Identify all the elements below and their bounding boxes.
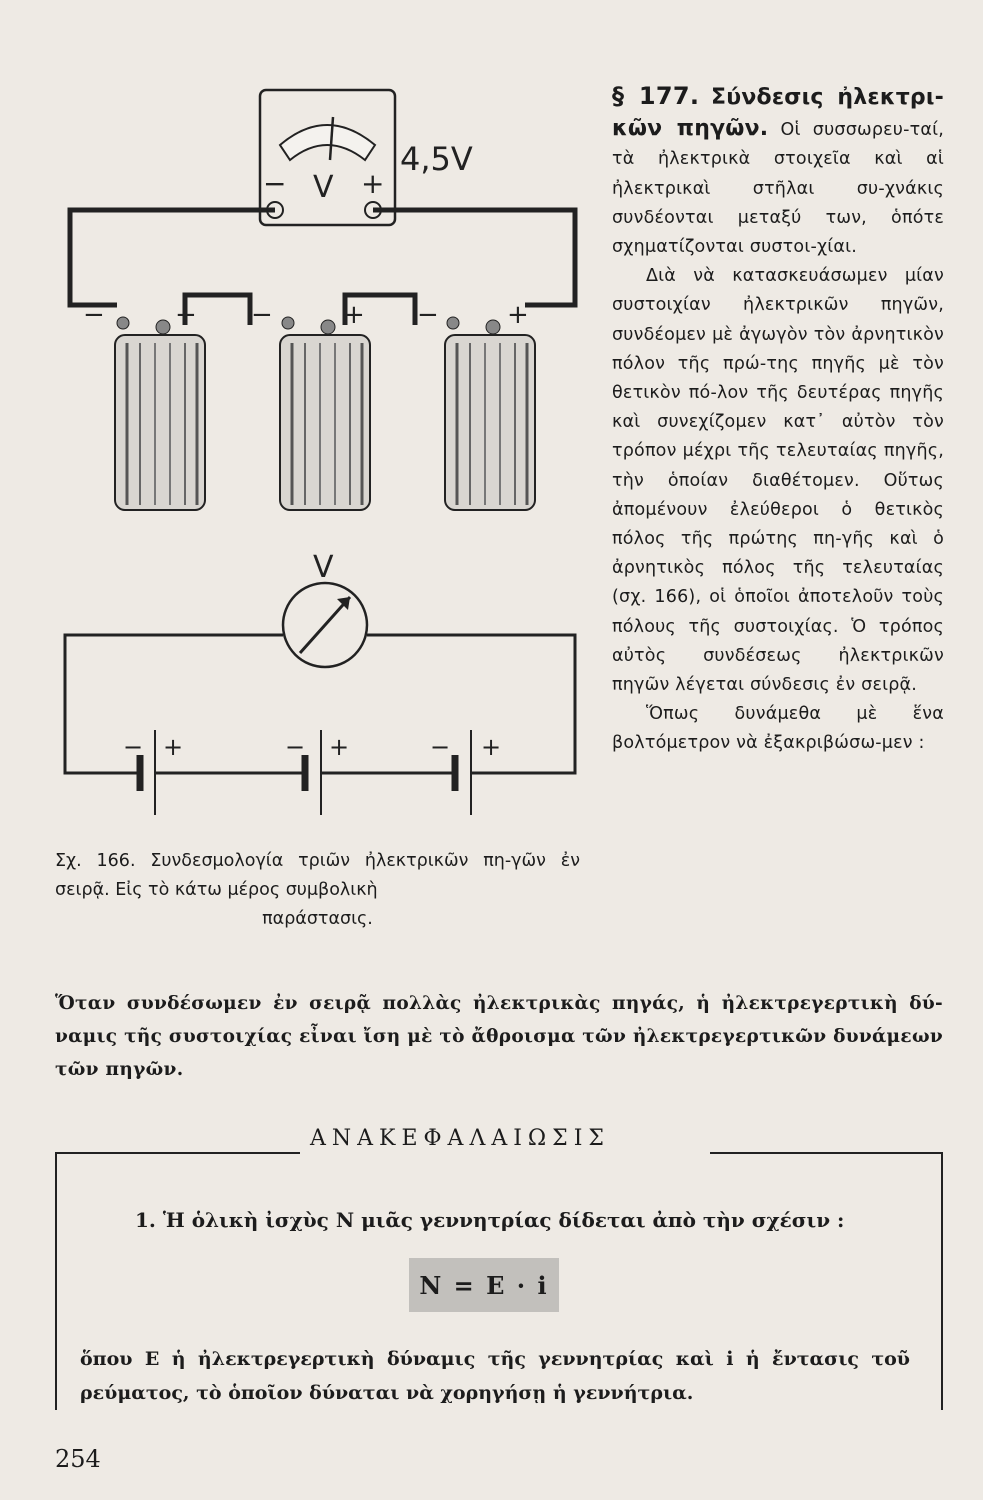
voltmeter-scale <box>280 125 375 160</box>
cell2-minus: − <box>251 300 273 330</box>
svg-text:+: + <box>329 733 350 761</box>
battery-1 <box>115 317 205 510</box>
cell2-plus: + <box>343 300 365 330</box>
section-title-part-2: κῶν πηγῶν. <box>612 116 769 142</box>
summary-item-1: 1. Ἡ ὁλικὴ ἰσχὺς N μιᾶς γεννητρίας δίδεται ἀπὸ τὴν σχέσιν : <box>135 1208 845 1232</box>
caption-last-line: παράστασις. <box>262 909 373 929</box>
section-177-paragraph-2: Διὰ νὰ κατασκευάσωμεν μίαν συστοιχίαν ἠλεκτρικῶν πηγῶν, συνδέομεν μὲ ἀγωγὸν τὸν ἀρνητικὸν πόλον τῆς πρώ-της πηγῆς μὲ τὸν θετικὸν πό-λον τῆς δευτέρας πηγῆς καὶ συνεχίζομεν κατ᾽ αὐτὸν τὸν τρόπον μέχρι τῆς τελευταίας πηγῆς, τὴν ὁποίαν διαθέτομεν. Οὕτως ἀπομένουν ἐλεύθεροι ὁ θετικὸς πόλος τῆς πρώτης πη-γῆς καὶ ὁ ἀρνητικὸς πόλος τῆς τελευταίας (σχ. 166), οἱ ὁποῖοι ἀποτελοῦν τοὺς πόλους τῆς συστοιχίας. Ὁ τρόπος αὐτὸς συνδέσεως ἠλεκτρικῶν πηγῶν λέγεται σύνδεσις ἐν σειρᾷ. <box>612 266 944 696</box>
section-number: § 177. <box>612 82 700 110</box>
svg-text:+: + <box>163 733 184 761</box>
symbolic-cell-3 <box>405 730 525 815</box>
section-177-paragraph-1 <box>612 82 944 262</box>
summary-title: ΑΝΑΚΕΦΑΛΑΙΩΣΙΣ <box>310 1126 610 1151</box>
page-number: 254 <box>55 1445 101 1473</box>
cell1-minus: − <box>83 300 105 330</box>
voltmeter-needle <box>330 117 333 160</box>
symbolic-cell-2 <box>245 730 385 815</box>
voltmeter-minus: − <box>263 167 287 200</box>
caption-text: Σχ. 166. Συνδεσμολογία τριῶν ἠλεκτρικῶν πη-γῶν ἐν σειρᾷ. Εἰς τὸ κάτω μέρος συμβολικὴ <box>55 851 580 900</box>
formula-description: ὅπου E ἡ ἠλεκτρεγερτικὴ δύναμις τῆς γεννητρίας καὶ i ἡ ἔντασις τοῦ ρεύματος, τὸ ὁποῖον δύναται νὰ χορηγήσῃ ἡ γεννήτρια. <box>80 1348 910 1404</box>
voltmeter-letter: V <box>313 170 334 205</box>
section-177-column <box>612 82 944 759</box>
series-rule-statement: Ὅταν συνδέσωμεν ἐν σειρᾷ πολλὰς ἠλεκτρικὰς πηγάς, ἡ ἠλεκτρεγερτικὴ δύ-ναμις τῆς συστοιχίας εἶναι ἴση μὲ τὸ ἄθροισμα τῶν ἠλεκτρεγερτικῶν δυνάμεων τῶν πηγῶν. <box>55 992 943 1080</box>
figure-166-series-batteries <box>55 85 600 825</box>
cell3-minus: − <box>417 300 439 330</box>
svg-text:+: + <box>481 733 502 761</box>
figure-caption <box>55 847 580 934</box>
paragraph-1-text: Οἱ συσσωρευ-ταί, τὰ ἠλεκτρικὰ στοιχεῖα καὶ αἱ ἠλεκτρικαὶ στῆλαι συ-χνάκις συνδέονται μεταξύ των, ὁπότε σχηματίζονται συστοι-χίαι. <box>612 120 945 258</box>
section-title-part-1: Σύνδεσις ἠλεκτρι- <box>711 85 944 110</box>
svg-text:−: − <box>123 733 144 761</box>
section-177-paragraph-3: Ὅπως δυνάμεθα μὲ ἕνα βολτόμετρον νὰ ἐξακριβώσω-μεν : <box>612 704 944 754</box>
summary-box-left-border <box>55 1152 57 1410</box>
battery-2 <box>280 317 370 510</box>
symbolic-cell-1 <box>115 730 183 815</box>
voltmeter-plus: + <box>361 167 385 200</box>
summary-box-right-border <box>941 1152 943 1410</box>
battery-3 <box>445 317 535 510</box>
svg-text:−: − <box>285 733 306 761</box>
cell3-plus: + <box>507 300 529 330</box>
voltage-label: 4,5V <box>400 140 473 178</box>
power-formula: N = E · i <box>409 1258 559 1312</box>
symbolic-meter-letter: V <box>313 550 334 585</box>
cell1-plus: + <box>175 300 197 330</box>
symbolic-voltmeter-arrow <box>300 597 350 653</box>
svg-text:−: − <box>430 733 451 761</box>
